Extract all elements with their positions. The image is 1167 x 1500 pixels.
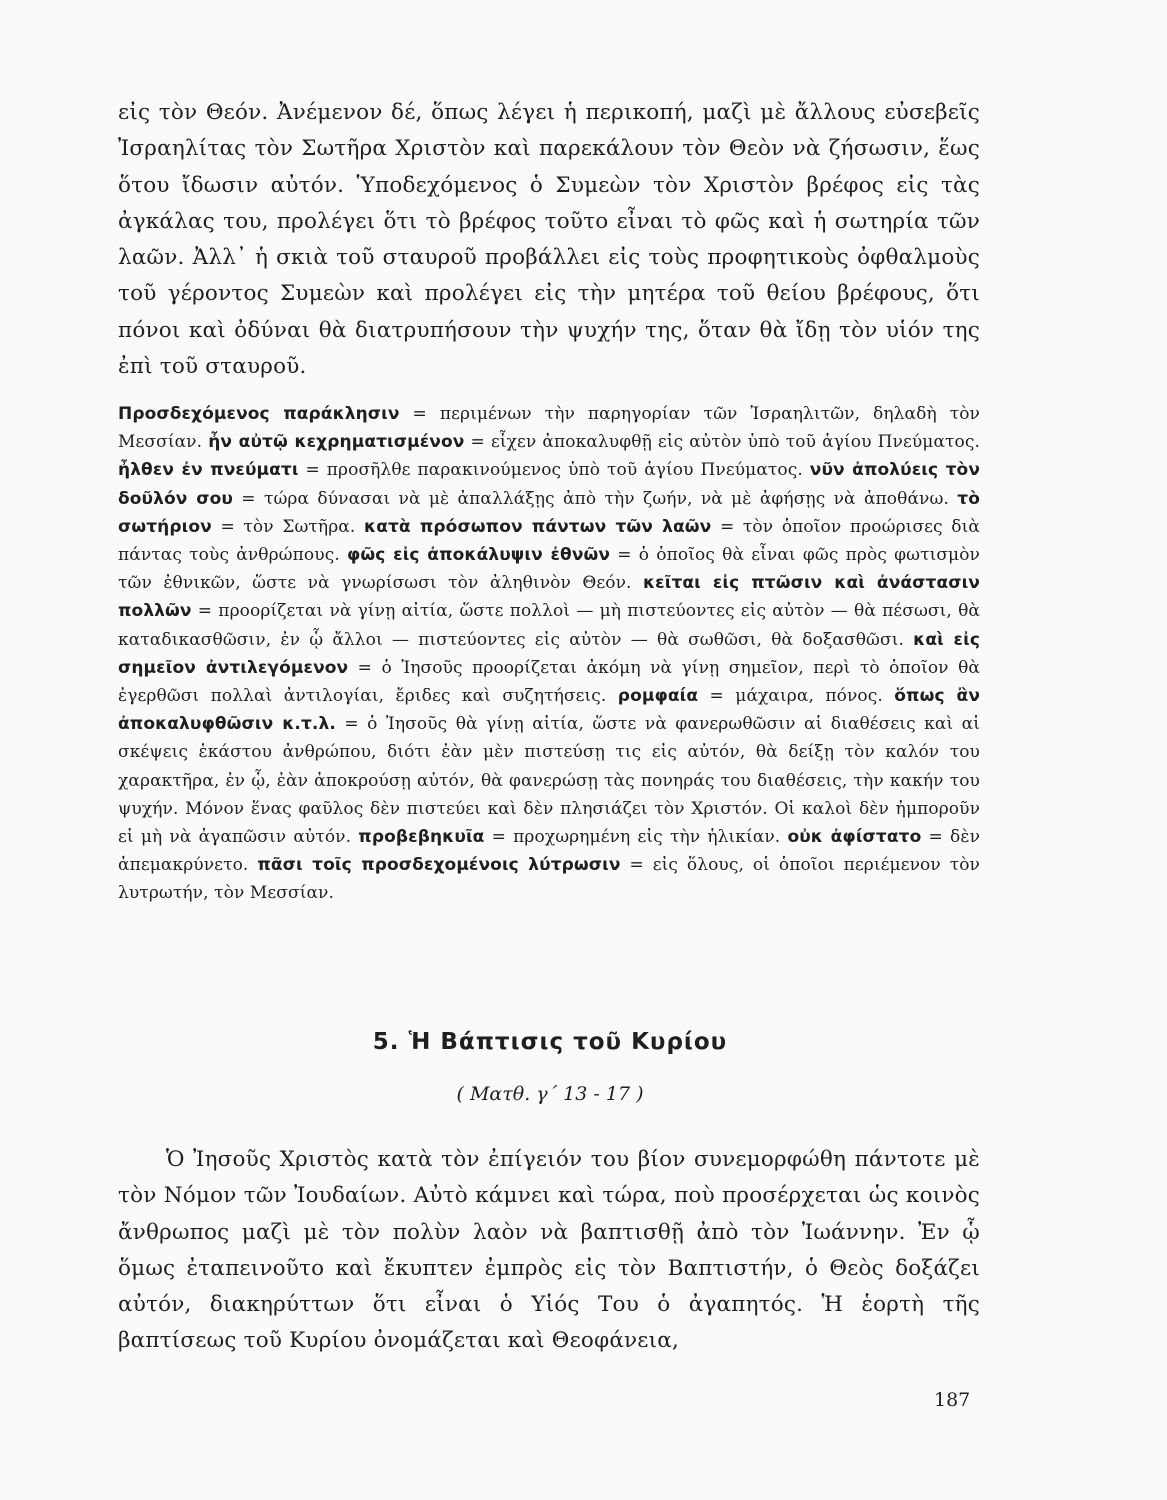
note-gloss: = ὁ Ἰησοῦς θὰ γίνῃ αἰτία, ὥστε νὰ φανερωθῶσιν αἱ διαθέσεις καὶ αἱ σκέψεις ἑκάστου ἀνθρώπου, διότι ἐὰν μὲν πιστεύσῃ τις εἰς αὐτόν, θὰ δείξῃ τὸν καλόν του χαρακτῆρα, ἐν ᾧ, ἐὰν ἀποκρούσῃ αὐτόν, θὰ φανερώσῃ τὰς πονηράς του διαθέσεις, τὴν κακήν του ψυχήν. Μόνον ἕνας φαῦλος δὲν πιστεύει καὶ δὲν πλησιάζει τὸν Χριστόν. Οἱ καλοὶ δὲν ἠμποροῦν εἰ μὴ νὰ ἀγαπῶσιν αὐτόν. — [118, 714, 980, 848]
note-gloss: = προορίζεται νὰ γίνῃ αἰτία, ὥστε πολλοὶ — μὴ πιστεύοντες εἰς αὐτὸν — θὰ πέσωσι, θὰ καταδικασθῶσιν, ἐν ᾧ ἄλλοι — πιστεύοντες εἰς αὐτὸν — θὰ σωθῶσι, θὰ δοξασθῶσι. — [118, 601, 980, 650]
note-lemma: κεῖται εἰς πτῶσιν καὶ ἀνάστασιν πολλῶν — [118, 573, 980, 622]
note-gloss: = μάχαιρα, πόνος. — [698, 686, 895, 707]
note-gloss: = ὁ ὁποῖος θὰ εἶναι φῶς πρὸς φωτισμὸν τῶν ἐθνικῶν, ὥστε νὰ γνωρίσωσι τὸν ἀληθινὸν Θεόν. — [118, 545, 980, 594]
note-lemma: κατὰ πρόσωπον πάντων τῶν λαῶν — [364, 516, 712, 537]
note-gloss: = τὸν ὁποῖον προώρισες διὰ πάντας τοὺς ἀνθρώπους. — [118, 516, 980, 566]
note-lemma: ἦν αὐτῷ κεχρηματισμένον — [208, 432, 465, 453]
note-gloss: = δὲν ἀπεμακρύνετο. — [118, 827, 981, 876]
glossary-notes — [118, 400, 980, 908]
note-gloss: = προσῆλθε παρακινούμενος ὑπὸ τοῦ ἁγίου Πνεύματος. — [298, 460, 810, 481]
section-title: 5. Ἡ Βάπτισις τοῦ Κυρίου — [372, 1029, 728, 1055]
note-lemma: ρομφαία — [617, 686, 699, 707]
note-lemma: φῶς εἰς ἀποκάλυψιν ἐθνῶν — [347, 545, 611, 566]
note-gloss: = τὸν Σωτῆρα. — [211, 516, 365, 537]
note-gloss: = εἰς ὅλους, οἱ ὁποῖοι περιέμενον τὸν λυτρωτήν, τὸν Μεσσίαν. — [118, 855, 980, 904]
note-gloss: = εἶχεν ἀποκαλυφθῇ εἰς αὐτὸν ὑπὸ τοῦ ἁγίου Πνεύματος. — [464, 432, 980, 453]
note-lemma: πᾶσι τοῖς προσδεχομένοις λύτρωσιν — [257, 855, 621, 876]
note-lemma: ἦλθεν ἐν πνεύματι — [118, 460, 299, 481]
note-lemma: καὶ εἰς σημεῖον ἀντιλεγόμενον — [118, 629, 980, 678]
note-lemma: οὐκ ἀφίστατο — [787, 827, 922, 848]
note-gloss: = τώρα δύνασαι νὰ μὲ ἀπαλλάξῃς ἀπὸ τὴν ζωήν, νὰ μὲ ἀφήσῃς νὰ ἀποθάνω. — [232, 488, 958, 509]
body-paragraph-2: Ὁ Ἰησοῦς Χριστὸς κατὰ τὸν ἐπίγειόν του βίον συνεμορφώθη πάντοτε μὲ τὸν Νόμον τῶν Ἰουδαίων. Αὐτὸ κάμνει καὶ τώρα, ποὺ προσέρχεται ὡς κοινὸς ἄνθρωπος μαζὶ μὲ τὸν πολὺν λαὸν νὰ βαπτισθῇ ἀπὸ τὸν Ἰωάννην. Ἐν ᾧ ὅμως ἐταπεινοῦτο καὶ ἔκυπτεν ἐμπρὸς εἰς τὸν Βαπτιστήν, ὁ Θεὸς δοξάζει αὐτόν, διακηρύττων ὅτι εἶναι ὁ Υἱός Του ὁ ἀγαπητός. Ἡ ἑορτὴ τῆς βαπτίσεως τοῦ Κυρίου ὀνομάζεται καὶ Θεοφάνεια, — [118, 1147, 980, 1354]
note-lemma: ὅπως ἂν ἀποκαλυφθῶσιν κ.τ.λ. — [118, 686, 981, 735]
body-paragraph-1: εἰς τὸν Θεόν. Ἀνέμενον δέ, ὅπως λέγει ἡ περικοπή, μαζὶ μὲ ἄλλους εὐσεβεῖς Ἰσραηλίτας τὸν Σωτῆρα Χριστὸν καὶ παρεκάλουν τὸν Θεὸν νὰ ζήσωσιν, ἕως ὅτου ἴδωσιν αὐτόν. Ὑποδεχόμενος ὁ Συμεὼν τὸν Χριστὸν βρέφος εἰς τὰς ἀγκάλας του, προλέγει ὅτι τὸ βρέφος τοῦτο εἶναι τὸ φῶς καὶ ἡ σωτηρία τῶν λαῶν. Ἀλλ᾽ ἡ σκιὰ τοῦ σταυροῦ προβάλλει εἰς τοὺς προφητικοὺς ὀφθαλμοὺς τοῦ γέροντος Συμεὼν καὶ προλέγει εἰς τὴν μητέρα τοῦ θείου βρέφους, ὅτι πόνοι καὶ ὀδύναι θὰ διατρυπήσουν τὴν ψυχήν της, ὅταν θὰ ἴδῃ τὸν υἱόν της ἐπὶ τοῦ σταυροῦ. — [118, 100, 980, 380]
note-gloss: = ὁ Ἰησοῦς προορίζεται ἀκόμη νὰ γίνῃ σημεῖον, περὶ τὸ ὁποῖον θὰ ἐγερθῶσι πολλαὶ ἀντιλογίαι, ἔριδες καὶ συζητήσεις. — [118, 657, 980, 707]
note-lemma: νῦν ἀπολύεις τὸν δοῦλόν σου — [118, 460, 980, 509]
section-reference: ( Ματθ. γ΄ 13 - 17 ) — [456, 1083, 644, 1105]
note-lemma: Προσδεχόμενος παράκλησιν — [118, 404, 400, 424]
note-gloss: = περιμένων τὴν παρηγορίαν τῶν Ἰσραηλιτῶν, δηλαδὴ τὸν Μεσσίαν. — [118, 404, 980, 453]
note-lemma: τὸ σωτήριον — [118, 488, 980, 537]
note-lemma: προβεβηκυῖα — [358, 827, 485, 848]
note-gloss: = προχωρημένη εἰς τὴν ἡλικίαν. — [484, 827, 788, 848]
page-number: 187 — [934, 1389, 971, 1411]
